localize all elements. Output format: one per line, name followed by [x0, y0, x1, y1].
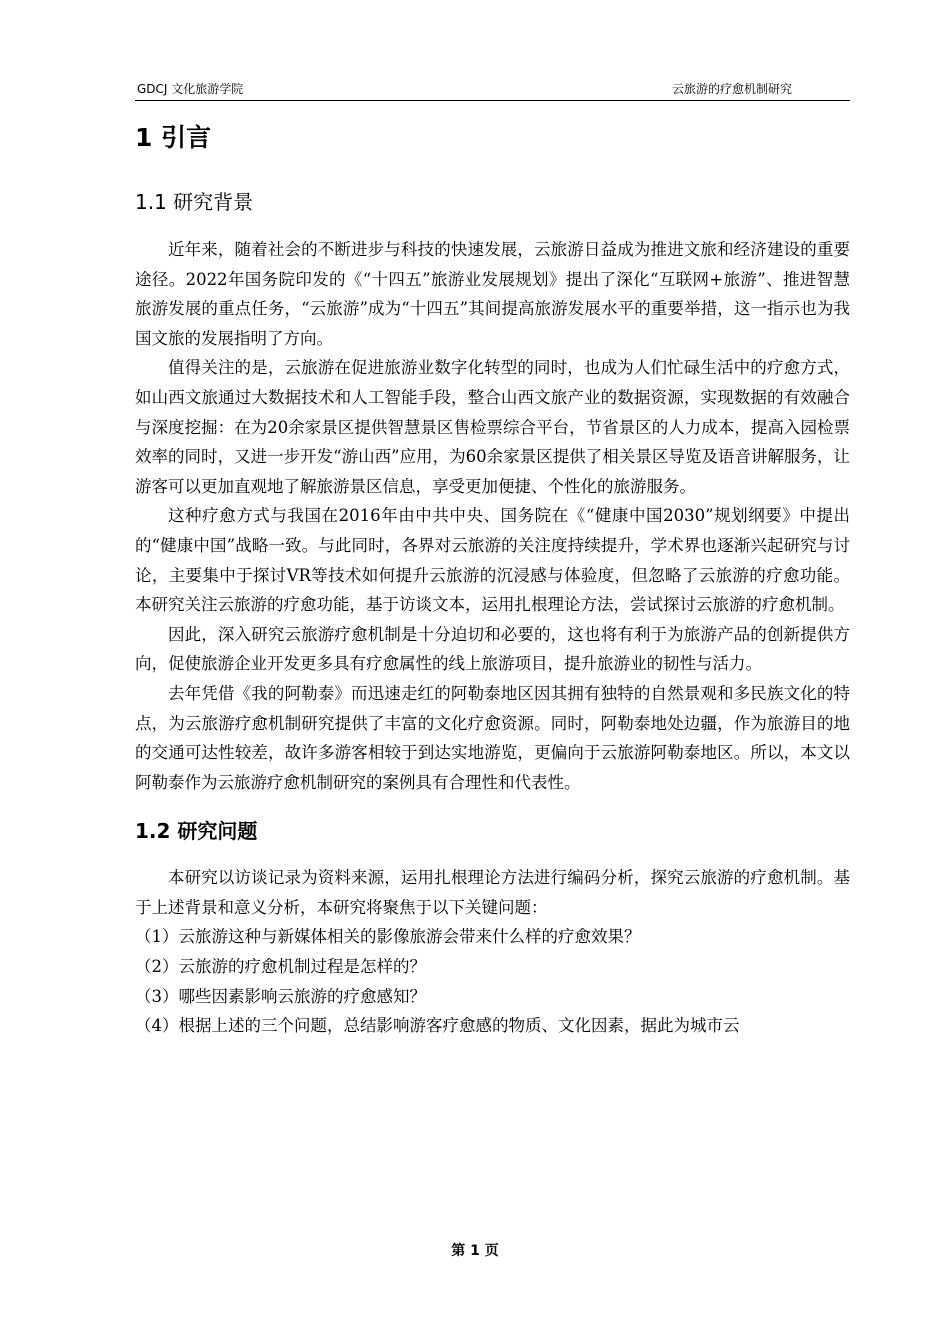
section-title-research-questions: 1.2 研究问题 [135, 819, 258, 844]
paragraph: 近年来，随着社会的不断进步与科技的快速发展，云旅游日益成为推进文旅和经济建设的重要途径。2022年国务院印发的《“十四五”旅游业发展规划》提出了深化“互联网+旅游”、推进智慧旅游发展的重点任务，“云旅游”成为“十四五”其间提高旅游发展水平的重要举措，这一指示也为我国文旅的发展指明了方向。 [135, 240, 850, 348]
paragraph: 因此，深入研究云旅游疗愈机制是十分迫切和必要的，这也将有利于为旅游产品的创新提供方向，促使旅游企业开发更多具有疗愈属性的线上旅游项目，提升旅游业的韧性与活力。 [135, 624, 850, 674]
page-number: 第 1 页 [451, 1243, 499, 1259]
section-title-background: 1.1 研究背景 [135, 190, 254, 214]
question-item: （4）根据上述的三个问题，总结影响游客疗愈感的物质、文化因素，据此为城市云 [135, 1016, 740, 1036]
header-institution: GDCJ 文化旅游学院 [137, 82, 244, 96]
section-questions-body [135, 863, 850, 1041]
paragraph: 这种疗愈方式与我国在2016年由中共中央、国务院在《“健康中国2030”规划纲要》中提出的“健康中国”战略一致。与此同时，各界对云旅游的关注度持续提升，学术界也逐渐兴起研究与讨论，主要集中于探讨VR等技术如何提升云旅游的沉浸感与体验度，但忽略了云旅游的疗愈功能。本研究关注云旅游的疗愈功能，基于访谈文本，运用扎根理论方法，尝试探讨云旅游的疗愈机制。 [135, 506, 850, 615]
paragraph: 去年凭借《我的阿勒泰》而迅速走红的阿勒泰地区因其拥有独特的自然景观和多民族文化的特点，为云旅游疗愈机制研究提供了丰富的文化疗愈资源。同时，阿勒泰地处边疆，作为旅游目的地的交通可达性较差，故许多游客相较于到达实地游览，更偏向于云旅游阿勒泰地区。所以，本文以阿勒泰作为云旅游疗愈机制研究的案例具有合理性和代表性。 [135, 683, 850, 792]
chapter-title: 1 引言 [135, 123, 212, 152]
question-item: （1）云旅游这种与新媒体相关的影像旅游会带来什么样的疗愈效果？ [135, 927, 641, 947]
question-item: （3）哪些因素影响云旅游的疗愈感知？ [135, 986, 426, 1006]
header-thesis-title: 云旅游的疗愈机制研究 [671, 82, 792, 96]
paragraph: 本研究以访谈记录为资料来源，运用扎根理论方法进行编码分析，探究云旅游的疗愈机制。基于上述背景和意义分析，本研究将聚焦于以下关键问题： [135, 868, 850, 917]
section-background-body [135, 235, 850, 797]
paragraph: 值得关注的是，云旅游在促进旅游业数字化转型的同时，也成为人们忙碌生活中的疗愈方式，如山西文旅通过大数据技术和人工智能手段，整合山西文旅产业的数据资源，实现数据的有效融合与深度挖掘：在为20余家景区提供智慧景区售检票综合平台，节省景区的人力成本，提高入园检票效率的同时，又进一步开发“游山西”应用，为60余家景区提供了相关景区导览及语音讲解服务，让游客可以更加直观地了解旅游景区信息，享受更加便捷、个性化的旅游服务。 [135, 358, 850, 496]
question-item: （2）云旅游的疗愈机制过程是怎样的？ [135, 957, 426, 977]
page-content [135, 116, 850, 1041]
running-header [135, 78, 850, 101]
